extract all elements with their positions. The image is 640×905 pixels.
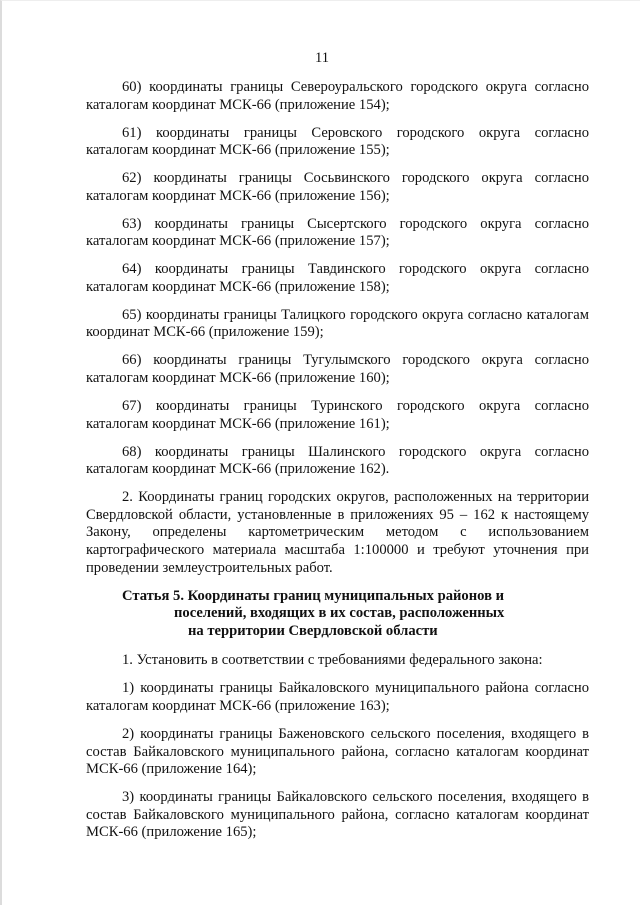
list-item-2: 2) координаты границы Баженовского сельского поселения, входящего в состав Байкаловского муниципального района, согласно каталогам координат МСК-66 (приложение 164); bbox=[86, 725, 589, 778]
paragraph-2: 2. Координаты границ городских округов, расположенных на территории Свердловской области, установленные в приложениях 95 – 162 к настоящему Закону, определены картометрическим методом с использованием картографического материала масштаба 1:100000 и требуют уточнения при проведении землеустроительных работ. bbox=[86, 489, 589, 576]
list-item-1: 1) координаты границы Байкаловского муниципального района согласно каталогам координат МСК-66 (приложение 163); bbox=[86, 680, 589, 714]
list-item-3: 3) координаты границы Байкаловского сельского поселения, входящего в состав Байкаловского муниципального района, согласно каталогам координат МСК-66 (приложение 165); bbox=[86, 789, 589, 841]
article-heading-line-2: поселений, входящих в их состав, расположенных bbox=[174, 605, 505, 622]
list-item-64: 64) координаты границы Тавдинского городского округа согласно каталогам координат МСК-66 (приложение 158); bbox=[86, 261, 589, 295]
list-item-65: 65) координаты границы Талицкого городского округа согласно каталогам координат МСК-66 (приложение 159); bbox=[86, 306, 589, 341]
list-item-67: 67) координаты границы Туринского городского округа согласно каталогам координат МСК-66 (приложение 161); bbox=[86, 398, 589, 432]
article-heading-line-1: Статья 5. Координаты границ муниципальных районов и bbox=[122, 587, 505, 604]
list-item-60: 60) координаты границы Североуральского городского округа согласно каталогам координат МСК-66 (приложение 154); bbox=[86, 79, 589, 113]
paragraph-1: 1. Установить в соответствии с требованиями федерального закона: bbox=[122, 652, 543, 669]
list-item-61: 61) координаты границы Серовского городского округа согласно каталогам координат МСК-66 (приложение 155); bbox=[86, 124, 589, 159]
list-item-62: 62) координаты границы Сосьвинского городского округа согласно каталогам координат МСК-66 (приложение 156); bbox=[86, 170, 589, 204]
document-body bbox=[86, 79, 589, 852]
article-5-heading bbox=[86, 588, 589, 641]
list-item-66: 66) координаты границы Тугулымского городского округа согласно каталогам координат МСК-66 (приложение 160); bbox=[86, 352, 589, 387]
list-item-63: 63) координаты границы Сысертского городского округа согласно каталогам координат МСК-66 (приложение 157); bbox=[86, 215, 589, 250]
article-heading-line-3: на территории Свердловской области bbox=[188, 622, 438, 639]
page-number: 11 bbox=[315, 50, 329, 66]
list-item-68: 68) координаты границы Шалинского городского округа согласно каталогам координат МСК-66 (приложение 162). bbox=[86, 443, 589, 478]
